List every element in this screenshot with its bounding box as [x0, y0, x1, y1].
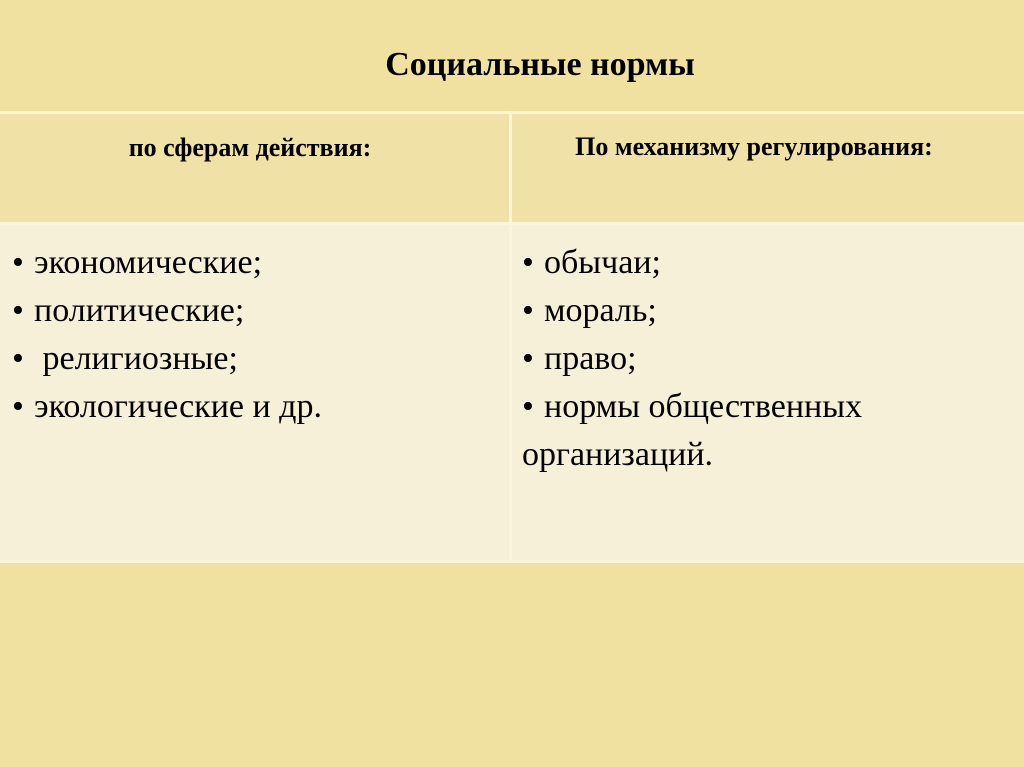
column-divider	[509, 114, 512, 223]
list-item	[522, 383, 1004, 479]
list-item	[12, 239, 509, 287]
bullet-icon: •	[522, 340, 534, 377]
table-header-row	[0, 114, 1024, 223]
list-item-text: религиозные;	[34, 340, 238, 377]
list-item-text: политические;	[34, 292, 245, 329]
list-item-text: обычаи;	[544, 244, 661, 281]
list-item	[12, 287, 509, 335]
bullet-icon: •	[522, 244, 534, 281]
list-item	[12, 383, 509, 431]
list-item-text: мораль;	[544, 292, 657, 329]
table-body-row	[0, 225, 1024, 561]
list-item	[522, 335, 1004, 383]
list-item-text: экономические;	[34, 244, 263, 281]
bullet-icon: •	[12, 244, 24, 281]
list-item-text: право;	[544, 340, 637, 377]
list-item-text: нормы общественных организаций.	[522, 388, 863, 473]
list-item-text: экологические и др.	[34, 388, 322, 425]
table-empty-row	[0, 563, 1024, 767]
bullet-icon: •	[12, 292, 24, 329]
spheres-list	[12, 239, 509, 431]
table-title-row	[0, 0, 1024, 114]
bullet-icon: •	[522, 292, 534, 329]
bullet-icon: •	[12, 340, 24, 377]
body-cell-spheres	[0, 225, 509, 561]
header-cell-spheres: по сферам действия:	[128, 133, 372, 162]
body-cell-mechanism	[512, 225, 1024, 561]
list-item	[522, 239, 1004, 287]
list-item	[522, 287, 1004, 335]
table-title: Социальные нормы	[385, 46, 695, 83]
bullet-icon: •	[12, 388, 24, 425]
mechanism-list	[522, 239, 1004, 479]
bullet-icon: •	[522, 388, 534, 425]
column-divider	[509, 225, 512, 561]
list-item	[12, 335, 509, 383]
header-cell-mechanism: По механизму регулирования:	[575, 132, 933, 161]
